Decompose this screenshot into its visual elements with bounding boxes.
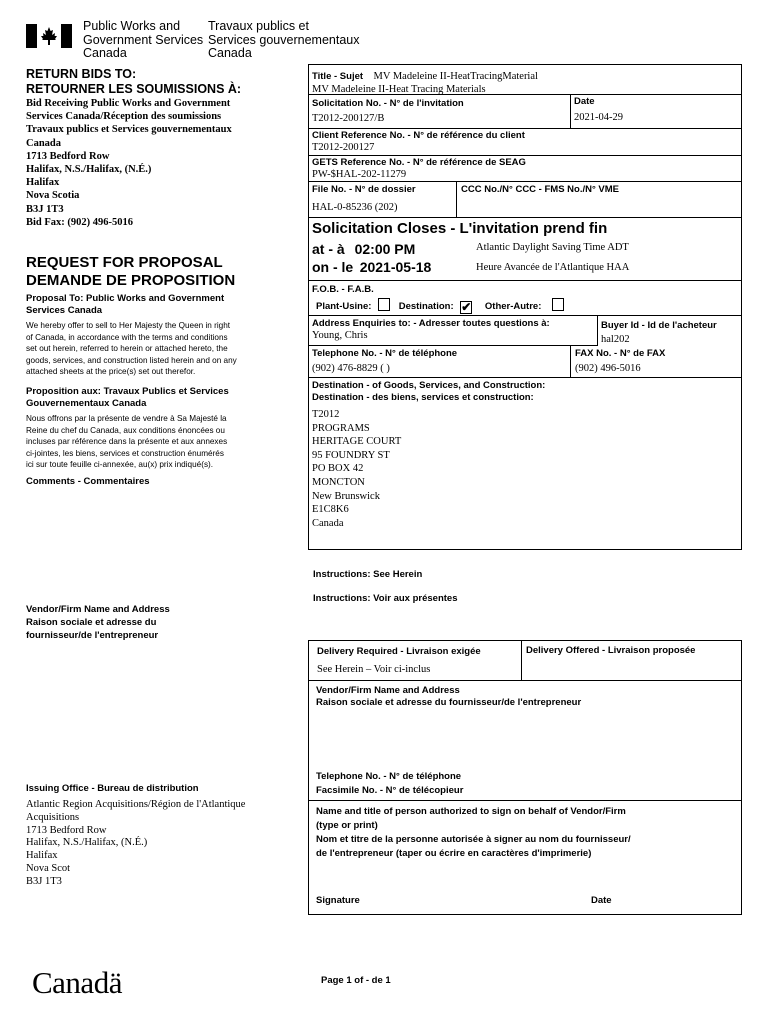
fob-label: F.O.B. - F.A.B. xyxy=(312,284,374,295)
address-enquiries-label: Address Enquiries to: - Adresser toutes questions à: xyxy=(312,318,550,329)
proposal-to-text: We hereby offer to sell to Her Majesty the Queen in right of Canada, in accordance with the terms and conditions set out herein, referred to herein or attached hereto, the goods, services, and construction listed herein and on any attached sheets at the price(s) set out therefor. xyxy=(26,321,237,377)
file-number-field xyxy=(312,184,416,214)
signature-date-label[interactable]: Date xyxy=(591,895,612,906)
address-enquiries-field xyxy=(312,318,550,342)
closing-time-value: 02:00 PM xyxy=(354,241,416,257)
destination-goods-label-en: Destination - of Goods, Services, and Construction: xyxy=(312,380,546,391)
telephone-value: (902) 476-8829 ( ) xyxy=(312,363,390,374)
instructions-en: Instructions: See Herein xyxy=(313,569,423,580)
proposition-text: Nous offrons par la présente de vendre à Sa Majesté la Reine du chef du Canada, aux conditions énoncées ou incluses par référence dans la présente et aux annexes ci-jointes, les biens, services et construction énumérés ici sur toute feuille ci-annexée, au(x) prix indiqué(s). xyxy=(26,414,228,470)
gets-reference-field xyxy=(312,157,526,181)
title-value-line2: MV Madeleine II-Heat Tracing Materials xyxy=(312,84,486,95)
buyer-id-field xyxy=(601,320,717,346)
destination-address: T2012 PROGRAMS HERITAGE COURT 95 FOUNDRY ST PO BOX 42 MONCTON New Brunswick E1C8K6 Canada xyxy=(312,409,402,529)
closing-time-row xyxy=(312,240,415,258)
fob-options xyxy=(316,298,564,314)
canada-flag-icon xyxy=(26,24,72,48)
client-reference-value: T2012-200127 xyxy=(312,142,375,153)
return-address: Bid Receiving Public Works and Government Services Canada/Réception des soumissions Travaux publics et Services gouvernementaux Canada 1713 Bedford Row Halifax, N.S./Halifax, (N.É.) Halifax Nova Scotia B3J 1T3 Bid Fax: (902) 496-5016 xyxy=(26,98,232,228)
vendor-name-label: Vendor/Firm Name and Address xyxy=(316,685,460,696)
fax-value: (902) 496-5016 xyxy=(575,363,641,374)
closing-date-value: 2021-05-18 xyxy=(359,259,432,275)
solicitation-number-field xyxy=(312,98,567,125)
proposition-heading: Proposition aux: Travaux Publics et Services Gouvernementaux Canada xyxy=(26,386,229,409)
solicitation-number-label: Solicitation No. - N° de l'invitation xyxy=(312,98,464,109)
delivery-offered-label: Delivery Offered - Livraison proposée xyxy=(526,645,696,656)
file-number-value: HAL-0-85236 (202) xyxy=(312,202,398,213)
date-value: 2021-04-29 xyxy=(574,112,623,123)
solicitation-closes-heading: Solicitation Closes - L'invitation prend fin xyxy=(312,220,608,237)
issuing-office-address: Atlantic Region Acquisitions/Région de l'Atlantique Acquisitions 1713 Bedford Row Halifax, N.S./Halifax, (N.É.) Halifax Nova Scot B3J 1T3 xyxy=(26,799,246,887)
title-value: MV Madeleine II-HeatTracingMaterial xyxy=(373,71,538,82)
file-number-label: File No. - N° de dossier xyxy=(312,184,416,195)
title-label: Title - Sujet xyxy=(312,71,364,82)
date-field xyxy=(574,96,623,124)
timezone-en: Atlantic Daylight Saving Time ADT xyxy=(476,242,629,253)
other-label: Other-Autre: xyxy=(484,301,542,312)
telephone-field xyxy=(312,348,457,375)
title-field xyxy=(312,66,738,96)
vendor-name-label-fr: Raison sociale et adresse du fournisseur/de l'entrepreneur xyxy=(316,697,582,708)
destination-checkbox[interactable]: ✔ xyxy=(461,300,472,314)
proposal-to-heading: Proposal To: Public Works and Government Services Canada xyxy=(26,293,225,316)
solicitation-number-value: T2012-200127/B xyxy=(312,113,385,124)
return-bids-heading: RETURN BIDS TO: RETOURNER LES SOUMISSIONS À: xyxy=(26,67,242,96)
plant-label: Plant-Usine: xyxy=(316,301,372,312)
gets-reference-value: PW-$HAL-202-11279 xyxy=(312,169,407,180)
authorized-label-line4: de l'entrepreneur (taper ou écrire en caractères d'imprimerie) xyxy=(316,848,592,859)
client-reference-label: Client Reference No. - N° de référence du client xyxy=(312,130,525,141)
authorized-person-field[interactable] xyxy=(316,805,736,861)
page-number: Page 1 of - de 1 xyxy=(321,975,391,986)
delivery-required-field xyxy=(317,646,481,676)
on-label: on - le xyxy=(312,259,354,275)
department-name-en: Public Works and Government Services Canada xyxy=(83,19,204,60)
plant-checkbox[interactable] xyxy=(378,298,390,311)
destination-fob-label: Destination: xyxy=(398,301,454,312)
authorized-label-line2: (type or print) xyxy=(316,820,378,831)
date-label: Date xyxy=(574,96,595,107)
vendor-name-field[interactable] xyxy=(316,685,736,765)
buyer-id-value: hal202 xyxy=(601,334,630,345)
at-label: at - à xyxy=(312,241,345,257)
ccc-number-label: CCC No./N° CCC - FMS No./N° VME xyxy=(461,184,620,195)
instructions-fr: Instructions: Voir aux présentes xyxy=(313,593,458,604)
vendor-telephone-label: Telephone No. - N° de téléphone xyxy=(316,771,462,782)
client-reference-field xyxy=(312,130,525,154)
fax-field xyxy=(575,348,665,375)
vendor-phone-fields[interactable] xyxy=(316,771,463,797)
delivery-required-label: Delivery Required - Livraison exigée xyxy=(317,646,481,657)
authorized-label-line3: Nom et titre de la personne autorisée à signer au nom du fournisseur/ xyxy=(316,834,631,845)
buyer-id-label: Buyer Id - Id de l'acheteur xyxy=(601,320,717,331)
telephone-label: Telephone No. - N° de téléphone xyxy=(312,348,458,359)
rfp-heading: REQUEST FOR PROPOSAL DEMANDE DE PROPOSITION xyxy=(26,254,236,289)
other-checkbox[interactable] xyxy=(552,298,564,311)
canada-wordmark: Canadä xyxy=(32,965,122,1000)
issuing-office-heading: Issuing Office - Bureau de distribution xyxy=(26,783,199,794)
address-enquiries-value: Young, Chris xyxy=(312,330,368,341)
vendor-fax-label: Facsimile No. - N° de télécopieur xyxy=(316,785,464,796)
delivery-required-value: See Herein – Voir ci-inclus xyxy=(317,664,431,675)
closing-date-row xyxy=(312,258,431,277)
timezone-fr: Heure Avancée de l'Atlantique HAA xyxy=(476,262,630,273)
signature-label[interactable]: Signature xyxy=(316,895,360,906)
fax-label: FAX No. - N° de FAX xyxy=(575,348,666,359)
department-name-fr: Travaux publics et Services gouvernementaux Canada xyxy=(208,19,360,60)
government-header xyxy=(26,20,386,64)
vendor-heading-left: Vendor/Firm Name and Address Raison sociale et adresse du fournisseur/de l'entrepreneur xyxy=(26,604,170,641)
gets-reference-label: GETS Reference No. - N° de référence de SEAG xyxy=(312,157,526,168)
authorized-label-line1: Name and title of person authorized to sign on behalf of Vendor/Firm xyxy=(316,806,626,817)
destination-goods-field xyxy=(312,380,545,530)
comments-label: Comments - Commentaires xyxy=(26,476,150,487)
destination-goods-label-fr: Destination - des biens, services et construction: xyxy=(312,392,534,403)
